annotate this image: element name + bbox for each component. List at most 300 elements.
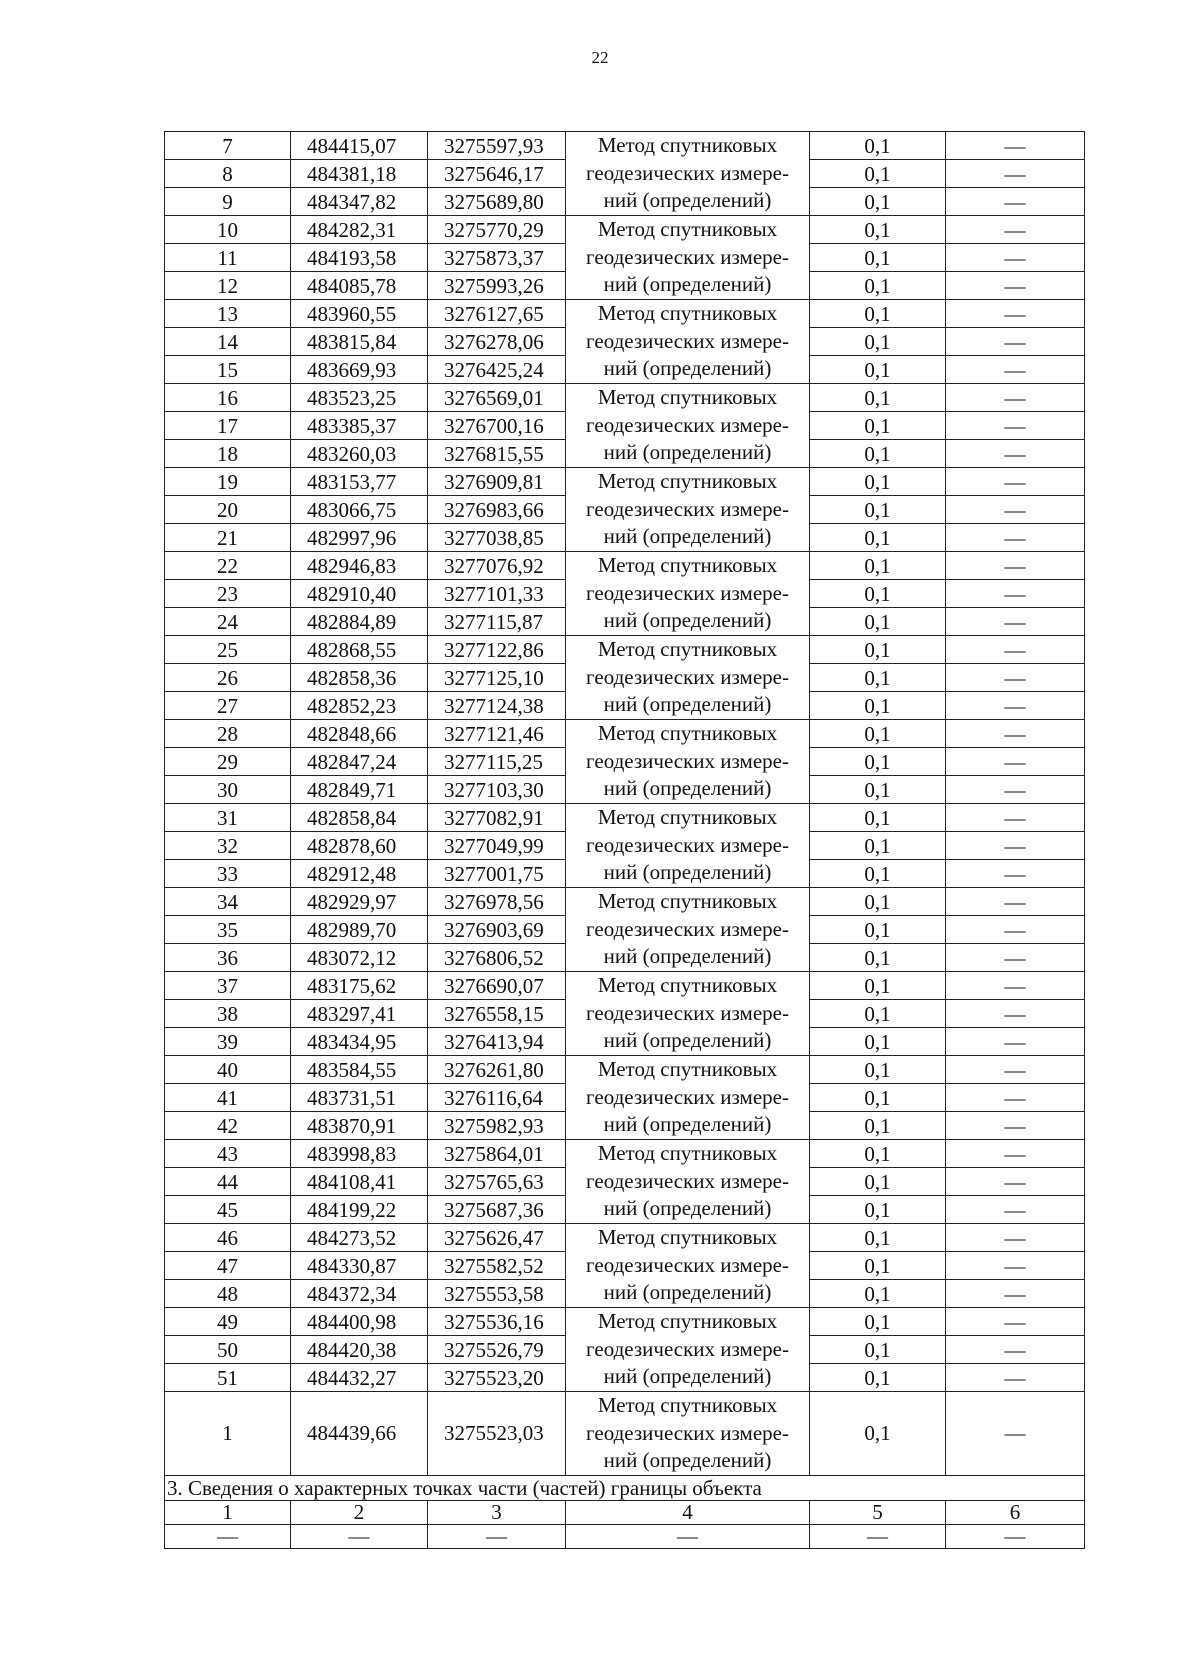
accuracy-cell: 0,1	[810, 832, 946, 860]
method-cell	[566, 1056, 810, 1140]
method-text-line: Метод спутниковых	[597, 637, 778, 661]
accuracy-cell: 0,1	[810, 860, 946, 888]
method-cell	[566, 468, 810, 552]
method-text-line: геодезических измере-	[586, 160, 789, 185]
x-coordinate-cell: 483072,12	[291, 944, 428, 972]
point-number-cell: 35	[165, 916, 291, 944]
point-number-cell: 10	[165, 216, 291, 244]
accuracy-cell: 0,1	[810, 636, 946, 664]
x-coordinate-cell: 484415,07	[291, 132, 428, 160]
description-cell: —	[946, 1280, 1085, 1308]
x-coordinate-cell: 483815,84	[291, 328, 428, 356]
empty-value-cell: —	[810, 1524, 946, 1548]
point-number-cell: 28	[165, 720, 291, 748]
method-text-line: Метод спутниковых	[597, 553, 778, 577]
point-number-cell: 42	[165, 1112, 291, 1140]
x-coordinate-cell: 483960,55	[291, 300, 428, 328]
description-cell: —	[946, 832, 1085, 860]
accuracy-cell: 0,1	[810, 1140, 946, 1168]
point-number-cell: 24	[165, 608, 291, 636]
description-cell: —	[946, 1336, 1085, 1364]
y-coordinate-cell: 3275864,01	[428, 1140, 566, 1168]
x-coordinate-cell: 482852,23	[291, 692, 428, 720]
point-number-cell: 19	[165, 468, 291, 496]
table-row	[165, 1392, 1085, 1476]
description-cell: —	[946, 720, 1085, 748]
description-cell: —	[946, 776, 1085, 804]
point-number-cell: 17	[165, 412, 291, 440]
method-cell	[566, 1224, 810, 1308]
accuracy-cell: 0,1	[810, 1112, 946, 1140]
table-row	[165, 804, 1085, 832]
x-coordinate-cell: 482849,71	[291, 776, 428, 804]
point-number-cell: 25	[165, 636, 291, 664]
method-cell	[566, 636, 810, 720]
accuracy-cell: 0,1	[810, 748, 946, 776]
accuracy-cell: 0,1	[810, 384, 946, 412]
method-text-line: геодезических измере-	[586, 1420, 789, 1445]
method-text-line: геодезических измере-	[586, 664, 789, 689]
point-number-cell: 37	[165, 972, 291, 1000]
section-header-row	[165, 1500, 1085, 1524]
description-cell: —	[946, 1252, 1085, 1280]
section-title-row	[165, 1475, 1085, 1500]
description-cell: —	[946, 664, 1085, 692]
section-title: 3. Сведения о характерных точках части (частей) границы объекта	[165, 1475, 1085, 1500]
coordinates-table-body	[165, 132, 1085, 1549]
description-cell: —	[946, 1392, 1085, 1476]
x-coordinate-cell: 483584,55	[291, 1056, 428, 1084]
x-coordinate-cell: 482848,66	[291, 720, 428, 748]
accuracy-cell: 0,1	[810, 300, 946, 328]
method-text-line: ний (определений)	[603, 860, 772, 885]
point-number-cell: 31	[165, 804, 291, 832]
x-coordinate-cell: 484108,41	[291, 1168, 428, 1196]
point-number-cell: 45	[165, 1196, 291, 1224]
description-cell: —	[946, 608, 1085, 636]
point-number-cell: 18	[165, 440, 291, 468]
description-cell: —	[946, 552, 1085, 580]
method-cell	[566, 1140, 810, 1224]
accuracy-cell: 0,1	[810, 356, 946, 384]
table-row	[165, 1056, 1085, 1084]
accuracy-cell: 0,1	[810, 1336, 946, 1364]
method-cell	[566, 720, 810, 804]
x-coordinate-cell: 482912,48	[291, 860, 428, 888]
point-number-cell: 7	[165, 132, 291, 160]
x-coordinate-cell: 483669,93	[291, 356, 428, 384]
y-coordinate-cell: 3275626,47	[428, 1224, 566, 1252]
method-cell	[566, 804, 810, 888]
method-text-line: Метод спутниковых	[597, 469, 778, 493]
accuracy-cell: 0,1	[810, 328, 946, 356]
point-number-cell: 11	[165, 244, 291, 272]
description-cell: —	[946, 692, 1085, 720]
method-text-line: Метод спутниковых	[597, 301, 778, 325]
y-coordinate-cell: 3275582,52	[428, 1252, 566, 1280]
method-text-line: ний (определений)	[603, 1448, 772, 1473]
description-cell: —	[946, 132, 1085, 160]
table-row	[165, 1308, 1085, 1336]
accuracy-cell: 0,1	[810, 1252, 946, 1280]
x-coordinate-cell: 483731,51	[291, 1084, 428, 1112]
point-number-cell: 1	[165, 1392, 291, 1476]
point-number-cell: 21	[165, 524, 291, 552]
description-cell: —	[946, 580, 1085, 608]
table-row	[165, 384, 1085, 412]
description-cell: —	[946, 916, 1085, 944]
accuracy-cell: 0,1	[810, 244, 946, 272]
accuracy-cell: 0,1	[810, 1084, 946, 1112]
y-coordinate-cell: 3275993,26	[428, 272, 566, 300]
method-text-line: геодезических измере-	[586, 916, 789, 941]
point-number-cell: 27	[165, 692, 291, 720]
x-coordinate-cell: 483385,37	[291, 412, 428, 440]
empty-value-cell: —	[566, 1524, 810, 1548]
column-number-cell: 5	[810, 1500, 946, 1524]
x-coordinate-cell: 484193,58	[291, 244, 428, 272]
point-number-cell: 43	[165, 1140, 291, 1168]
method-cell	[566, 1392, 810, 1476]
x-coordinate-cell: 483434,95	[291, 1028, 428, 1056]
x-coordinate-cell: 483523,25	[291, 384, 428, 412]
method-text-line: геодезических измере-	[586, 412, 789, 437]
y-coordinate-cell: 3277115,87	[428, 608, 566, 636]
description-cell: —	[946, 412, 1085, 440]
method-cell	[566, 132, 810, 216]
table-row	[165, 468, 1085, 496]
description-cell: —	[946, 1028, 1085, 1056]
point-number-cell: 29	[165, 748, 291, 776]
accuracy-cell: 0,1	[810, 1000, 946, 1028]
point-number-cell: 47	[165, 1252, 291, 1280]
description-cell: —	[946, 468, 1085, 496]
method-text-line: геодезических измере-	[586, 580, 789, 605]
accuracy-cell: 0,1	[810, 1028, 946, 1056]
x-coordinate-cell: 483153,77	[291, 468, 428, 496]
x-coordinate-cell: 484199,22	[291, 1196, 428, 1224]
description-cell: —	[946, 972, 1085, 1000]
description-cell: —	[946, 1196, 1085, 1224]
x-coordinate-cell: 484432,27	[291, 1364, 428, 1392]
point-number-cell: 51	[165, 1364, 291, 1392]
accuracy-cell: 0,1	[810, 216, 946, 244]
y-coordinate-cell: 3276425,24	[428, 356, 566, 384]
y-coordinate-cell: 3277101,33	[428, 580, 566, 608]
y-coordinate-cell: 3276558,15	[428, 1000, 566, 1028]
accuracy-cell: 0,1	[810, 1196, 946, 1224]
description-cell: —	[946, 1364, 1085, 1392]
method-text-line: Метод спутниковых	[597, 721, 778, 745]
accuracy-cell: 0,1	[810, 608, 946, 636]
description-cell: —	[946, 356, 1085, 384]
accuracy-cell: 0,1	[810, 664, 946, 692]
x-coordinate-cell: 482997,96	[291, 524, 428, 552]
accuracy-cell: 0,1	[810, 1308, 946, 1336]
method-text-line: геодезических измере-	[586, 1084, 789, 1109]
table-row	[165, 300, 1085, 328]
accuracy-cell: 0,1	[810, 412, 946, 440]
y-coordinate-cell: 3275982,93	[428, 1112, 566, 1140]
accuracy-cell: 0,1	[810, 552, 946, 580]
description-cell: —	[946, 804, 1085, 832]
accuracy-cell: 0,1	[810, 916, 946, 944]
method-text-line: геодезических измере-	[586, 244, 789, 269]
description-cell: —	[946, 748, 1085, 776]
y-coordinate-cell: 3277125,10	[428, 664, 566, 692]
y-coordinate-cell: 3276116,64	[428, 1084, 566, 1112]
method-text-line: геодезических измере-	[586, 748, 789, 773]
column-number-cell: 3	[428, 1500, 566, 1524]
description-cell: —	[946, 1224, 1085, 1252]
method-cell	[566, 216, 810, 300]
method-text-line: Метод спутниковых	[597, 973, 778, 997]
y-coordinate-cell: 3275597,93	[428, 132, 566, 160]
y-coordinate-cell: 3277076,92	[428, 552, 566, 580]
accuracy-cell: 0,1	[810, 1364, 946, 1392]
y-coordinate-cell: 3277049,99	[428, 832, 566, 860]
empty-value-cell: —	[428, 1524, 566, 1548]
point-number-cell: 20	[165, 496, 291, 524]
method-text-line: геодезических измере-	[586, 1252, 789, 1277]
x-coordinate-cell: 484400,98	[291, 1308, 428, 1336]
x-coordinate-cell: 482858,36	[291, 664, 428, 692]
y-coordinate-cell: 3276127,65	[428, 300, 566, 328]
x-coordinate-cell: 482884,89	[291, 608, 428, 636]
method-text-line: ний (определений)	[603, 1364, 772, 1389]
accuracy-cell: 0,1	[810, 1224, 946, 1252]
point-number-cell: 30	[165, 776, 291, 804]
table-row	[165, 216, 1085, 244]
point-number-cell: 23	[165, 580, 291, 608]
y-coordinate-cell: 3276413,94	[428, 1028, 566, 1056]
empty-value-cell: —	[291, 1524, 428, 1548]
description-cell: —	[946, 944, 1085, 972]
description-cell: —	[946, 216, 1085, 244]
x-coordinate-cell: 482847,24	[291, 748, 428, 776]
accuracy-cell: 0,1	[810, 972, 946, 1000]
point-number-cell: 46	[165, 1224, 291, 1252]
description-cell: —	[946, 160, 1085, 188]
method-text-line: Метод спутниковых	[597, 133, 778, 157]
method-text-line: геодезических измере-	[586, 328, 789, 353]
x-coordinate-cell: 482946,83	[291, 552, 428, 580]
method-text-line: ний (определений)	[603, 188, 772, 213]
point-number-cell: 14	[165, 328, 291, 356]
empty-value-cell: —	[165, 1524, 291, 1548]
y-coordinate-cell: 3276569,01	[428, 384, 566, 412]
x-coordinate-cell: 483870,91	[291, 1112, 428, 1140]
description-cell: —	[946, 384, 1085, 412]
x-coordinate-cell: 482989,70	[291, 916, 428, 944]
point-number-cell: 26	[165, 664, 291, 692]
empty-value-cell: —	[946, 1524, 1085, 1548]
column-number-cell: 6	[946, 1500, 1085, 1524]
table-row	[165, 132, 1085, 160]
accuracy-cell: 0,1	[810, 888, 946, 916]
method-text-line: Метод спутниковых	[597, 889, 778, 913]
x-coordinate-cell: 484282,31	[291, 216, 428, 244]
method-cell	[566, 384, 810, 468]
method-text-line: Метод спутниковых	[597, 1057, 778, 1081]
accuracy-cell: 0,1	[810, 440, 946, 468]
description-cell: —	[946, 300, 1085, 328]
accuracy-cell: 0,1	[810, 1168, 946, 1196]
table-row	[165, 720, 1085, 748]
description-cell: —	[946, 524, 1085, 552]
point-number-cell: 15	[165, 356, 291, 384]
y-coordinate-cell: 3277038,85	[428, 524, 566, 552]
accuracy-cell: 0,1	[810, 524, 946, 552]
method-text-line: ний (определений)	[603, 1112, 772, 1137]
point-number-cell: 33	[165, 860, 291, 888]
x-coordinate-cell: 482878,60	[291, 832, 428, 860]
accuracy-cell: 0,1	[810, 160, 946, 188]
x-coordinate-cell: 484381,18	[291, 160, 428, 188]
x-coordinate-cell: 484330,87	[291, 1252, 428, 1280]
table-row	[165, 1224, 1085, 1252]
table-row	[165, 552, 1085, 580]
accuracy-cell: 0,1	[810, 496, 946, 524]
section-empty-row	[165, 1524, 1085, 1548]
description-cell: —	[946, 1140, 1085, 1168]
method-text-line: ний (определений)	[603, 608, 772, 633]
y-coordinate-cell: 3276978,56	[428, 888, 566, 916]
y-coordinate-cell: 3276261,80	[428, 1056, 566, 1084]
method-text-line: геодезических измере-	[586, 496, 789, 521]
table-row	[165, 972, 1085, 1000]
accuracy-cell: 0,1	[810, 132, 946, 160]
x-coordinate-cell: 484347,82	[291, 188, 428, 216]
method-text-line: геодезических измере-	[586, 1000, 789, 1025]
y-coordinate-cell: 3275873,37	[428, 244, 566, 272]
y-coordinate-cell: 3275523,20	[428, 1364, 566, 1392]
description-cell: —	[946, 496, 1085, 524]
method-cell	[566, 888, 810, 972]
description-cell: —	[946, 1308, 1085, 1336]
description-cell: —	[946, 244, 1085, 272]
description-cell: —	[946, 1000, 1085, 1028]
point-number-cell: 13	[165, 300, 291, 328]
y-coordinate-cell: 3276690,07	[428, 972, 566, 1000]
method-text-line: Метод спутниковых	[597, 805, 778, 829]
method-text-line: ний (определений)	[603, 1196, 772, 1221]
point-number-cell: 12	[165, 272, 291, 300]
method-text-line: Метод спутниковых	[597, 1309, 778, 1333]
column-number-cell: 2	[291, 1500, 428, 1524]
y-coordinate-cell: 3275536,16	[428, 1308, 566, 1336]
method-text-line: геодезических измере-	[586, 832, 789, 857]
accuracy-cell: 0,1	[810, 720, 946, 748]
x-coordinate-cell: 483260,03	[291, 440, 428, 468]
point-number-cell: 40	[165, 1056, 291, 1084]
y-coordinate-cell: 3277122,86	[428, 636, 566, 664]
point-number-cell: 44	[165, 1168, 291, 1196]
x-coordinate-cell: 483066,75	[291, 496, 428, 524]
y-coordinate-cell: 3277103,30	[428, 776, 566, 804]
table-row	[165, 636, 1085, 664]
method-cell	[566, 552, 810, 636]
accuracy-cell: 0,1	[810, 1056, 946, 1084]
point-number-cell: 22	[165, 552, 291, 580]
accuracy-cell: 0,1	[810, 580, 946, 608]
y-coordinate-cell: 3276806,52	[428, 944, 566, 972]
point-number-cell: 36	[165, 944, 291, 972]
description-cell: —	[946, 888, 1085, 916]
point-number-cell: 16	[165, 384, 291, 412]
y-coordinate-cell: 3275553,58	[428, 1280, 566, 1308]
y-coordinate-cell: 3275526,79	[428, 1336, 566, 1364]
accuracy-cell: 0,1	[810, 188, 946, 216]
description-cell: —	[946, 860, 1085, 888]
method-text-line: ний (определений)	[603, 692, 772, 717]
y-coordinate-cell: 3277115,25	[428, 748, 566, 776]
table-row	[165, 1140, 1085, 1168]
method-text-line: геодезических измере-	[586, 1168, 789, 1193]
y-coordinate-cell: 3276700,16	[428, 412, 566, 440]
accuracy-cell: 0,1	[810, 944, 946, 972]
accuracy-cell: 0,1	[810, 1392, 946, 1476]
description-cell: —	[946, 440, 1085, 468]
y-coordinate-cell: 3276815,55	[428, 440, 566, 468]
point-number-cell: 50	[165, 1336, 291, 1364]
method-text-line: ний (определений)	[603, 1028, 772, 1053]
point-number-cell: 34	[165, 888, 291, 916]
point-number-cell: 38	[165, 1000, 291, 1028]
method-text-line: ний (определений)	[603, 272, 772, 297]
point-number-cell: 41	[165, 1084, 291, 1112]
y-coordinate-cell: 3275687,36	[428, 1196, 566, 1224]
method-text-line: Метод спутниковых	[597, 1225, 778, 1249]
point-number-cell: 8	[165, 160, 291, 188]
method-text-line: Метод спутниковых	[597, 385, 778, 409]
description-cell: —	[946, 328, 1085, 356]
x-coordinate-cell: 482929,97	[291, 888, 428, 916]
accuracy-cell: 0,1	[810, 776, 946, 804]
description-cell: —	[946, 1112, 1085, 1140]
x-coordinate-cell: 484420,38	[291, 1336, 428, 1364]
description-cell: —	[946, 188, 1085, 216]
method-text-line: геодезических измере-	[586, 1336, 789, 1361]
method-cell	[566, 300, 810, 384]
method-text-line: ний (определений)	[603, 356, 772, 381]
y-coordinate-cell: 3276278,06	[428, 328, 566, 356]
y-coordinate-cell: 3276909,81	[428, 468, 566, 496]
column-number-cell: 4	[566, 1500, 810, 1524]
x-coordinate-cell: 482858,84	[291, 804, 428, 832]
y-coordinate-cell: 3276983,66	[428, 496, 566, 524]
y-coordinate-cell: 3275770,29	[428, 216, 566, 244]
x-coordinate-cell: 482868,55	[291, 636, 428, 664]
method-text-line: ний (определений)	[603, 944, 772, 969]
description-cell: —	[946, 272, 1085, 300]
x-coordinate-cell: 483297,41	[291, 1000, 428, 1028]
x-coordinate-cell: 483998,83	[291, 1140, 428, 1168]
method-text-line: ний (определений)	[603, 1280, 772, 1305]
x-coordinate-cell: 482910,40	[291, 580, 428, 608]
y-coordinate-cell: 3275765,63	[428, 1168, 566, 1196]
accuracy-cell: 0,1	[810, 1280, 946, 1308]
y-coordinate-cell: 3277001,75	[428, 860, 566, 888]
method-text-line: ний (определений)	[603, 524, 772, 549]
method-text-line: ний (определений)	[603, 440, 772, 465]
y-coordinate-cell: 3275646,17	[428, 160, 566, 188]
accuracy-cell: 0,1	[810, 804, 946, 832]
y-coordinate-cell: 3277082,91	[428, 804, 566, 832]
y-coordinate-cell: 3277121,46	[428, 720, 566, 748]
method-text-line: Метод спутниковых	[597, 1141, 778, 1165]
x-coordinate-cell: 484085,78	[291, 272, 428, 300]
